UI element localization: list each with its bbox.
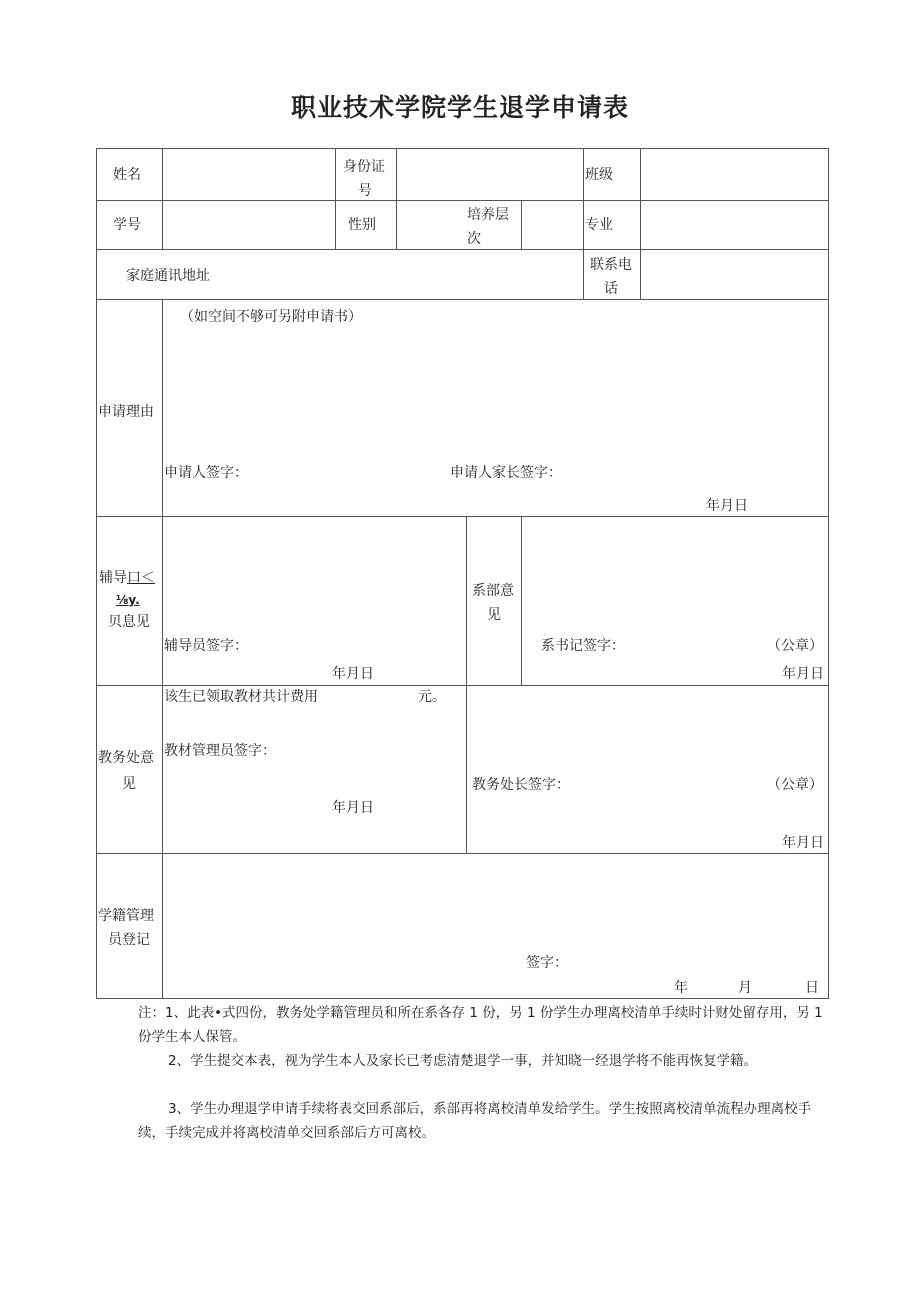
class-label: 班级 [585, 167, 613, 183]
major-label: 专业 [585, 217, 613, 233]
phone-field[interactable] [640, 249, 829, 300]
yuan-label: 元。 [418, 689, 446, 705]
counselor-sign: 辅导员签字： [164, 638, 248, 654]
textbook-field[interactable] [162, 685, 467, 854]
level-field[interactable] [521, 200, 584, 250]
dept-seal: （公章） [767, 638, 823, 654]
dept-date: 年月日 [782, 666, 824, 682]
counselor-date: 年月日 [332, 666, 374, 682]
address-label: 家庭通讯地址 [126, 268, 210, 284]
phone-label-1: 联系电 [590, 257, 632, 273]
counselor-opinion-field[interactable] [162, 516, 467, 686]
textbook-date: 年月日 [332, 800, 374, 816]
cell-academic-label [96, 685, 163, 854]
counselor-label-2: ⅛y. [116, 593, 140, 607]
academic-opinion-field[interactable] [466, 685, 829, 854]
secretary-sign: 系书记签字： [541, 638, 625, 654]
academic-label-1: 教务处意 [98, 750, 154, 766]
note-1: 注：1、此表•式四份，教务处学籍管理员和所在系各存 1 份，另 1 份学生办理离校清单手续时计财处留存用，另 1 份学生本人保管。 [138, 1005, 823, 1045]
registry-label-1: 学籍管理 [98, 908, 154, 924]
id-field[interactable] [396, 148, 584, 201]
note-3: 3、学生办理退学申请手续将表交回系部后，系部再将离校清单发给学生。学生按照离校清单流程办理离校手续，手续完成并将离校清单交回系部后方可离校。 [138, 1101, 812, 1141]
counselor-label-3: 贝息见 [108, 614, 150, 630]
counselor-label-1: 辅导口＜ [99, 570, 155, 586]
form-title: 职业技术学院学生退学申请表 [290, 93, 629, 122]
academic-date: 年月日 [782, 835, 824, 851]
reason-date: 年月日 [706, 498, 748, 514]
gender-label: 性别 [348, 217, 376, 233]
dept-label-2: 见 [487, 607, 501, 623]
phone-label-2: 话 [604, 281, 618, 297]
id-label-2: 号 [358, 183, 372, 199]
registry-label-2: 员登记 [108, 932, 150, 948]
id-label-1: 身份证 [343, 159, 385, 175]
student-no-field[interactable] [162, 200, 336, 250]
registry-month: 月 [738, 980, 752, 996]
textbook-fee: 该生已领取教材共计费用 [164, 689, 318, 705]
name-field[interactable] [162, 148, 336, 201]
parent-sign: 申请人家长签字： [450, 465, 562, 481]
dept-opinion-field[interactable] [521, 516, 829, 686]
academic-seal: （公章） [767, 777, 823, 793]
student-no-label: 学号 [113, 217, 141, 233]
note-2: 2、学生提交本表，视为学生本人及家长已考虑清楚退学一事，并知晓一经退学将不能再恢复学籍。 [168, 1053, 758, 1069]
name-label: 姓名 [113, 167, 141, 183]
textbook-sign: 教材管理员签字： [164, 743, 276, 759]
director-sign: 教务处长签字： [472, 777, 570, 793]
applicant-sign: 申请人签字： [164, 465, 248, 481]
academic-label-2: 见 [122, 776, 136, 792]
level-label-2: 次 [467, 231, 481, 247]
dept-label-1: 系部意 [472, 583, 514, 599]
reason-hint: （如空间不够可另附申请书） [180, 309, 362, 325]
class-field[interactable] [640, 148, 829, 201]
major-field[interactable] [640, 200, 829, 250]
reason-field[interactable] [162, 299, 829, 517]
registry-year: 年 [674, 980, 688, 996]
reason-label: 申请理由 [98, 404, 154, 420]
registry-sign: 签字： [526, 955, 568, 971]
registry-field[interactable] [162, 853, 829, 999]
level-label-1: 培养层 [467, 207, 509, 223]
registry-day: 日 [805, 980, 819, 996]
